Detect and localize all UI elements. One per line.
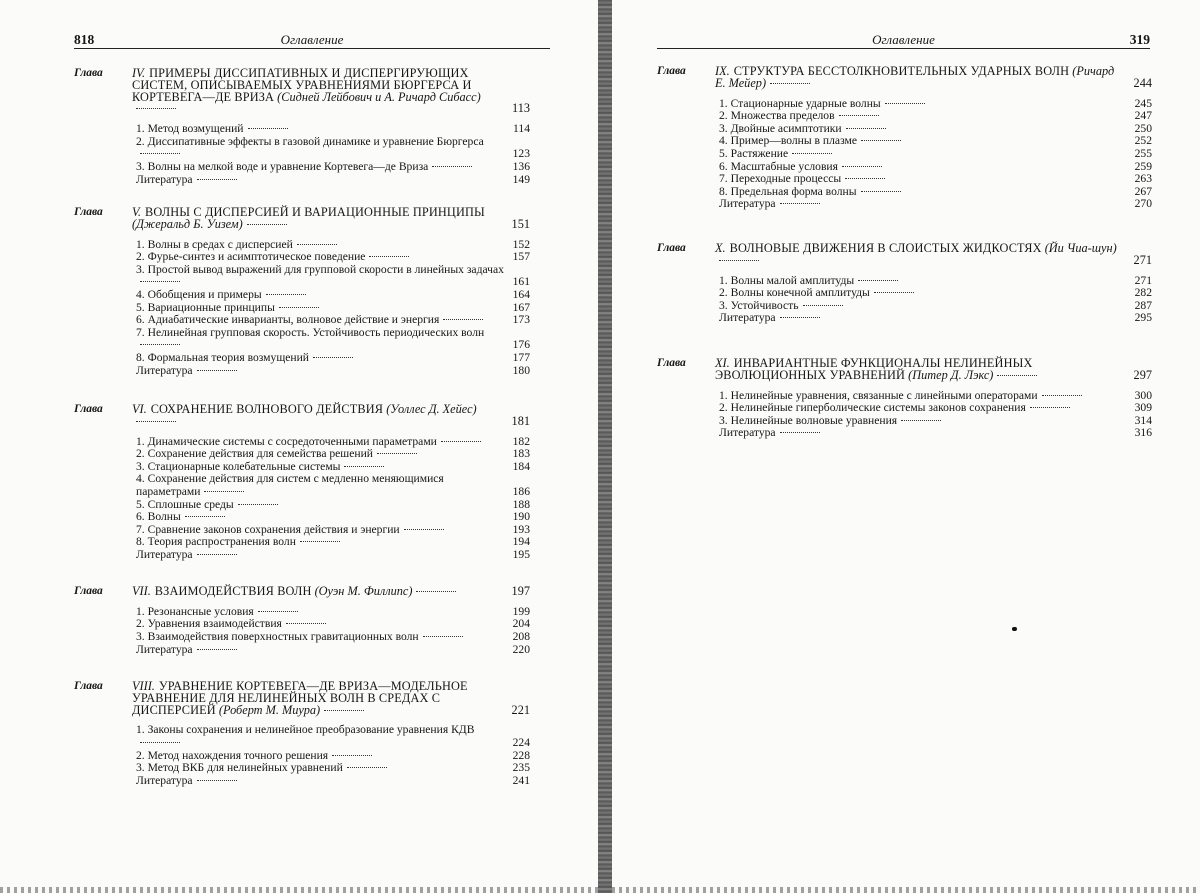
toc-item-text: 2. Множества пределов	[719, 109, 835, 123]
leader-dots	[332, 755, 372, 756]
leader-dots	[901, 420, 941, 421]
toc-item-page: 180	[512, 363, 530, 377]
leader-dots	[874, 292, 914, 293]
chapter-author: (Джеральд Б. Уизем)	[132, 216, 243, 231]
leader-dots	[803, 305, 843, 306]
leader-dots	[324, 710, 364, 711]
toc-item-text: 5. Вариационные принципы	[136, 300, 275, 314]
chapter-heading	[132, 68, 530, 115]
toc-item-page: 267	[1134, 184, 1152, 198]
leader-dots	[136, 421, 176, 422]
leader-dots	[1042, 395, 1082, 396]
toc-item-page: 204	[512, 617, 530, 631]
toc-item-page: 295	[1134, 311, 1152, 325]
chapter-title: СОХРАНЕНИЕ ВОЛНОВОГО ДЕЙСТВИЯ	[150, 402, 384, 416]
toc-item-page: 309	[1134, 401, 1152, 415]
toc-item-text: 2. Нелинейные гиперболические системы законов сохранения	[719, 401, 1026, 415]
leader-dots	[423, 636, 463, 637]
toc-item-page: 259	[1134, 159, 1152, 173]
leader-dots	[404, 529, 444, 530]
toc-item-text: 3. Взаимодействия поверхностных гравитационных волн	[136, 629, 419, 643]
leader-dots	[842, 166, 882, 167]
leader-dots	[846, 128, 886, 129]
toc-item-text: Литература	[719, 197, 776, 211]
chapter-title-line	[132, 207, 502, 231]
toc-item-page: 228	[512, 748, 530, 762]
chapter-label: Глава	[74, 67, 103, 79]
toc-item-text: 5. Сплошные среды	[136, 497, 234, 511]
leader-dots	[780, 203, 820, 204]
toc-item-text: 2. Уравнения взаимодействия	[136, 617, 282, 631]
toc-item[interactable]	[719, 312, 1152, 325]
toc-item-text: 1. Динамические системы с сосредоточенными параметрами	[136, 434, 437, 448]
chapter-entry[interactable]	[74, 68, 530, 186]
leader-dots	[238, 504, 278, 505]
leader-dots	[300, 541, 340, 542]
toc-item-text: 1. Нелинейные уравнения, связанные с линейными операторами	[719, 388, 1038, 402]
toc-item-text: 1. Метод возмущений	[136, 122, 244, 136]
chapter-page-number: 113	[512, 101, 530, 116]
chapter-title: ВЗАИМОДЕЙСТВИЯ ВОЛН	[154, 584, 312, 598]
section-list	[136, 239, 530, 378]
toc-item-page: 173	[512, 313, 530, 327]
toc-item-text: 3. Нелинейные волновые уравнения	[719, 413, 898, 427]
toc-item[interactable]	[136, 264, 530, 289]
running-title: Оглавление	[280, 32, 344, 47]
toc-item-page: 195	[512, 547, 530, 561]
chapter-label: Глава	[657, 357, 686, 369]
toc-item-text: Литература	[136, 363, 193, 377]
toc-item-page: 149	[512, 172, 530, 186]
chapter-label: Глава	[74, 403, 103, 415]
chapter-heading	[715, 66, 1152, 90]
leader-dots	[770, 83, 810, 84]
toc-item-text: 4. Обобщения и примеры	[136, 287, 262, 301]
chapter-label: Глава	[74, 585, 103, 597]
toc-item-page: 190	[512, 510, 530, 524]
toc-item-page: 250	[1134, 121, 1152, 135]
chapter-label: Глава	[657, 65, 686, 77]
running-title: Оглавление	[872, 32, 935, 47]
toc-item-text: 3. Стационарные колебательные системы	[136, 459, 341, 473]
leader-dots	[780, 432, 820, 433]
leader-dots	[845, 178, 885, 179]
toc-item-page: 176	[512, 338, 530, 352]
scan-speck	[1012, 627, 1017, 631]
leader-dots	[719, 260, 759, 261]
toc-item-text: 8. Формальная теория возмущений	[136, 350, 310, 364]
toc-item-page: 193	[512, 522, 530, 536]
toc-item-text: Литература	[136, 773, 193, 787]
toc-item-text: 4. Пример—волны в плазме	[719, 134, 857, 148]
toc-item[interactable]	[136, 365, 530, 378]
toc-item-text: 3. Двойные асимптотики	[719, 121, 842, 135]
running-head	[74, 30, 550, 49]
right-page	[612, 0, 1200, 893]
toc-item-page: 177	[512, 350, 530, 364]
leader-dots	[140, 344, 180, 345]
leader-dots	[858, 280, 898, 281]
toc-item-text: 2. Метод нахождения точного решения	[136, 748, 329, 762]
chapter-number: VI.	[132, 402, 147, 416]
toc-item-page: 245	[1134, 96, 1152, 110]
section-list	[719, 98, 1152, 211]
leader-dots	[443, 319, 483, 320]
chapter-author: (Ричард Е. Мейер)	[715, 64, 1115, 90]
leader-dots	[136, 108, 176, 109]
leader-dots	[197, 780, 237, 781]
toc-item-page: 199	[512, 604, 530, 618]
leader-dots	[997, 375, 1037, 376]
toc-item[interactable]	[136, 161, 530, 174]
leader-dots	[247, 224, 287, 225]
chapter-heading	[715, 243, 1152, 267]
chapter-title-line	[132, 681, 502, 716]
toc-item-page: 247	[1134, 109, 1152, 123]
leader-dots	[258, 611, 298, 612]
toc-item-text: 8. Предельная форма волны	[719, 184, 857, 198]
leader-dots	[185, 516, 225, 517]
page-number: 818	[74, 32, 95, 47]
toc-item[interactable]	[136, 536, 530, 549]
toc-item[interactable]	[136, 327, 530, 352]
chapter-page-number: 271	[1133, 252, 1152, 267]
chapter-heading	[132, 681, 530, 716]
leader-dots	[140, 153, 180, 154]
chapter-page-number: 244	[1133, 75, 1152, 90]
toc-item-page: 183	[512, 447, 530, 461]
chapter-title-line	[715, 243, 1124, 267]
toc-item-text: 7. Сравнение законов сохранения действия и энергии	[136, 522, 400, 536]
chapter-heading	[132, 207, 530, 231]
toc-item-page: 188	[512, 497, 530, 511]
leader-dots	[861, 140, 901, 141]
toc-item[interactable]	[136, 775, 530, 788]
toc-item-text: 2. Волны конечной амплитуды	[719, 286, 870, 300]
toc-item[interactable]	[719, 186, 1152, 199]
chapter-number: X.	[715, 241, 726, 255]
toc-item[interactable]	[136, 549, 530, 562]
chapter-title: ВОЛНЫ С ДИСПЕРСИЕЙ И ВАРИАЦИОННЫЕ ПРИНЦИПЫ	[145, 205, 485, 219]
toc-item[interactable]	[719, 300, 1152, 313]
leader-dots	[279, 307, 319, 308]
toc-item-page: 316	[1134, 426, 1152, 440]
leader-dots	[140, 742, 180, 743]
running-head	[657, 30, 1150, 49]
leader-dots	[839, 115, 879, 116]
toc-item-page: 235	[512, 761, 530, 775]
leader-dots	[344, 466, 384, 467]
chapter-label: Глава	[74, 206, 103, 218]
chapter-number: IX.	[715, 64, 730, 78]
chapter-title-line	[715, 358, 1124, 382]
toc-item-text: 3. Простой вывод выражений для групповой скорости в линейных задачах	[136, 262, 504, 276]
toc-item-page: 252	[1134, 134, 1152, 148]
leader-dots	[197, 649, 237, 650]
leader-dots	[369, 256, 409, 257]
toc-item-page: 255	[1134, 146, 1152, 160]
toc-item[interactable]	[136, 724, 530, 749]
toc-item-text: 7. Нелинейная групповая скорость. Устойчивость периодических волн	[136, 325, 485, 339]
toc-item-text: 2. Сохранение действия для семейства решений	[136, 447, 373, 461]
chapter-number: VIII.	[132, 679, 155, 693]
toc-item-page: 157	[512, 250, 530, 264]
leader-dots	[286, 623, 326, 624]
chapter-title: УРАВНЕНИЕ КОРТЕВЕГА—ДЕ ВРИЗА—МОДЕЛЬНОЕ УРАВНЕНИЕ ДЛЯ НЕЛИНЕЙНЫХ ВОЛН В СРЕДАХ С ДИСПЕРСИЕЙ	[132, 679, 468, 717]
toc-item-text: 8. Теория распространения волн	[136, 535, 296, 549]
toc-item-page: 241	[512, 773, 530, 787]
chapter-title: ВОЛНОВЫЕ ДВИЖЕНИЯ В СЛОИСТЫХ ЖИДКОСТЯХ	[729, 241, 1042, 255]
leader-dots	[266, 294, 306, 295]
toc-item[interactable]	[136, 352, 530, 365]
leader-dots	[861, 191, 901, 192]
chapter-title: ПРИМЕРЫ ДИССИПАТИВНЫХ И ДИСПЕРГИРУЮЩИХ СИСТЕМ, ОПИСЫВАЕМЫХ УРАВНЕНИЯМИ БЮРГЕРСА И КОРТЕВЕГА—ДЕ ВРИЗА	[132, 66, 472, 104]
chapter-author: (Роберт М. Миура)	[218, 702, 321, 717]
toc-item-page: 184	[512, 459, 530, 473]
leader-dots	[1030, 407, 1070, 408]
toc-item-page: 263	[1134, 172, 1152, 186]
chapter-number: XI.	[715, 356, 730, 370]
page-number: 319	[1129, 32, 1150, 47]
toc-item-text: 5. Растяжение	[719, 146, 789, 160]
leader-dots	[204, 491, 244, 492]
toc-item[interactable]	[136, 174, 530, 187]
chapter-page-number: 151	[511, 216, 530, 231]
toc-item-page: 182	[512, 434, 530, 448]
toc-item[interactable]	[136, 136, 530, 161]
toc-item-page: 167	[512, 300, 530, 314]
chapter-entry[interactable]	[74, 586, 530, 656]
leader-dots	[441, 441, 481, 442]
toc-item-page: 208	[512, 629, 530, 643]
leader-dots	[885, 103, 925, 104]
chapter-page-number: 221	[511, 702, 530, 717]
chapter-label: Глава	[657, 242, 686, 254]
toc-item-page: 220	[512, 642, 530, 656]
leader-dots	[416, 591, 456, 592]
toc-item-page: 123	[512, 147, 530, 161]
toc-item-text: 4. Сохранение действия для систем с медленно меняющимися параметрами	[136, 472, 444, 498]
toc-item-text: 1. Стационарные ударные волны	[719, 96, 881, 110]
toc-item-page: 314	[1134, 413, 1152, 427]
toc-item[interactable]	[719, 198, 1152, 211]
toc-item-text: Литература	[136, 642, 193, 656]
page-edge	[0, 887, 600, 893]
leader-dots	[297, 244, 337, 245]
toc-item-text: 1. Волны в средах с дисперсией	[136, 237, 293, 251]
section-list	[136, 123, 530, 186]
chapter-number: IV.	[132, 66, 146, 80]
leader-dots	[780, 317, 820, 318]
toc-item-text: Литература	[136, 547, 193, 561]
chapter-author: (Йи Чиа-шун)	[1044, 241, 1117, 255]
toc-item-text: 3. Метод ВКБ для нелинейных уравнений	[136, 761, 343, 775]
chapter-heading	[132, 586, 530, 598]
leader-dots	[347, 767, 387, 768]
toc-item-text: 2. Фурье-синтез и асимптотическое поведение	[136, 250, 366, 264]
toc-item[interactable]	[136, 644, 530, 657]
section-list	[719, 275, 1152, 325]
leader-dots	[432, 166, 472, 167]
toc-item[interactable]	[136, 762, 530, 775]
toc-item-page: 114	[513, 122, 530, 136]
toc-item[interactable]	[719, 427, 1152, 440]
chapter-page-number: 181	[511, 413, 530, 428]
toc-item-page: 161	[512, 275, 530, 289]
section-list	[136, 436, 530, 562]
toc-item-text: 6. Волны	[136, 510, 181, 524]
toc-item-text: 3. Волны на мелкой воде и уравнение Кортевега—де Вриза	[136, 159, 429, 173]
chapter-author: (Сидней Лейбович и А. Ричард Сибасс)	[277, 89, 481, 104]
toc-item[interactable]	[136, 631, 530, 644]
toc-item-text: 6. Адиабатические инварианты, волновое действие и энергия	[136, 313, 440, 327]
toc-item-page: 224	[512, 735, 530, 749]
toc-item[interactable]	[719, 415, 1152, 428]
chapter-author: (Уоллес Д. Хейес)	[386, 402, 477, 416]
leader-dots	[313, 357, 353, 358]
chapter-entry[interactable]	[74, 207, 530, 377]
chapter-title-line	[132, 404, 502, 428]
leader-dots	[197, 370, 237, 371]
toc-item-text: 2. Диссипативные эффекты в газовой динамике и уравнение Бюргерса	[136, 134, 484, 148]
chapter-entry[interactable]	[657, 358, 1152, 440]
toc-item-text: Литература	[719, 311, 776, 325]
chapter-entry[interactable]	[74, 404, 530, 562]
leader-dots	[792, 153, 832, 154]
toc-item-text: Литература	[719, 426, 776, 440]
chapter-heading	[132, 404, 530, 428]
chapter-author: (Оуэн М. Филлипс)	[314, 584, 413, 598]
chapter-entry[interactable]	[657, 243, 1152, 325]
toc-item-page: 282	[1134, 286, 1152, 300]
toc-item-text: 3. Устойчивость	[719, 298, 799, 312]
leader-dots	[197, 179, 237, 180]
chapter-number: V.	[132, 205, 142, 219]
leader-dots	[140, 281, 180, 282]
page-edge	[612, 887, 1200, 893]
toc-item-page: 271	[1134, 273, 1152, 287]
section-list	[136, 724, 530, 787]
leader-dots	[197, 554, 237, 555]
chapter-entry[interactable]	[657, 66, 1152, 211]
leader-dots	[248, 128, 288, 129]
chapter-title-line	[715, 66, 1124, 90]
toc-item-page: 164	[512, 287, 530, 301]
toc-item-page: 136	[512, 159, 530, 173]
chapter-title: ИНВАРИАНТНЫЕ ФУНКЦИОНАЛЫ НЕЛИНЕЙНЫХ ЭВОЛЮЦИОННЫХ УРАВНЕНИЙ	[715, 356, 1033, 382]
leader-dots	[377, 453, 417, 454]
chapter-heading	[715, 358, 1152, 382]
toc-item-text: 7. Переходные процессы	[719, 172, 842, 186]
chapter-title: СТРУКТУРА БЕССТОЛКНОВИТЕЛЬНЫХ УДАРНЫХ ВОЛН	[733, 64, 1070, 78]
toc-item-text: 1. Резонансные условия	[136, 604, 254, 618]
chapter-page-number: 297	[1133, 367, 1152, 382]
toc-item-page: 186	[512, 484, 530, 498]
section-list	[136, 606, 530, 656]
chapter-number: VII.	[132, 584, 151, 598]
chapter-page-number: 197	[511, 584, 530, 598]
toc-item-text: 1. Волны малой амплитуды	[719, 273, 855, 287]
toc-item-page: 152	[512, 237, 530, 251]
toc-item[interactable]	[136, 499, 530, 512]
section-list	[719, 390, 1152, 440]
chapter-label: Глава	[74, 680, 103, 692]
toc-item-page: 287	[1134, 298, 1152, 312]
chapter-author: (Питер Д. Лэкс)	[908, 367, 994, 382]
toc-item-page: 300	[1134, 388, 1152, 402]
toc-item[interactable]	[136, 473, 530, 498]
toc-item-page: 270	[1134, 197, 1152, 211]
chapter-entry[interactable]	[74, 681, 530, 787]
toc-item-text: 1. Законы сохранения и нелинейное преобразование уравнения КДВ	[136, 723, 475, 737]
chapter-title-line	[132, 586, 502, 598]
chapter-title-line	[132, 68, 502, 115]
toc-item-text: Литература	[136, 172, 193, 186]
toc-item-text: 6. Масштабные условия	[719, 159, 838, 173]
toc-item-page: 194	[512, 535, 530, 549]
